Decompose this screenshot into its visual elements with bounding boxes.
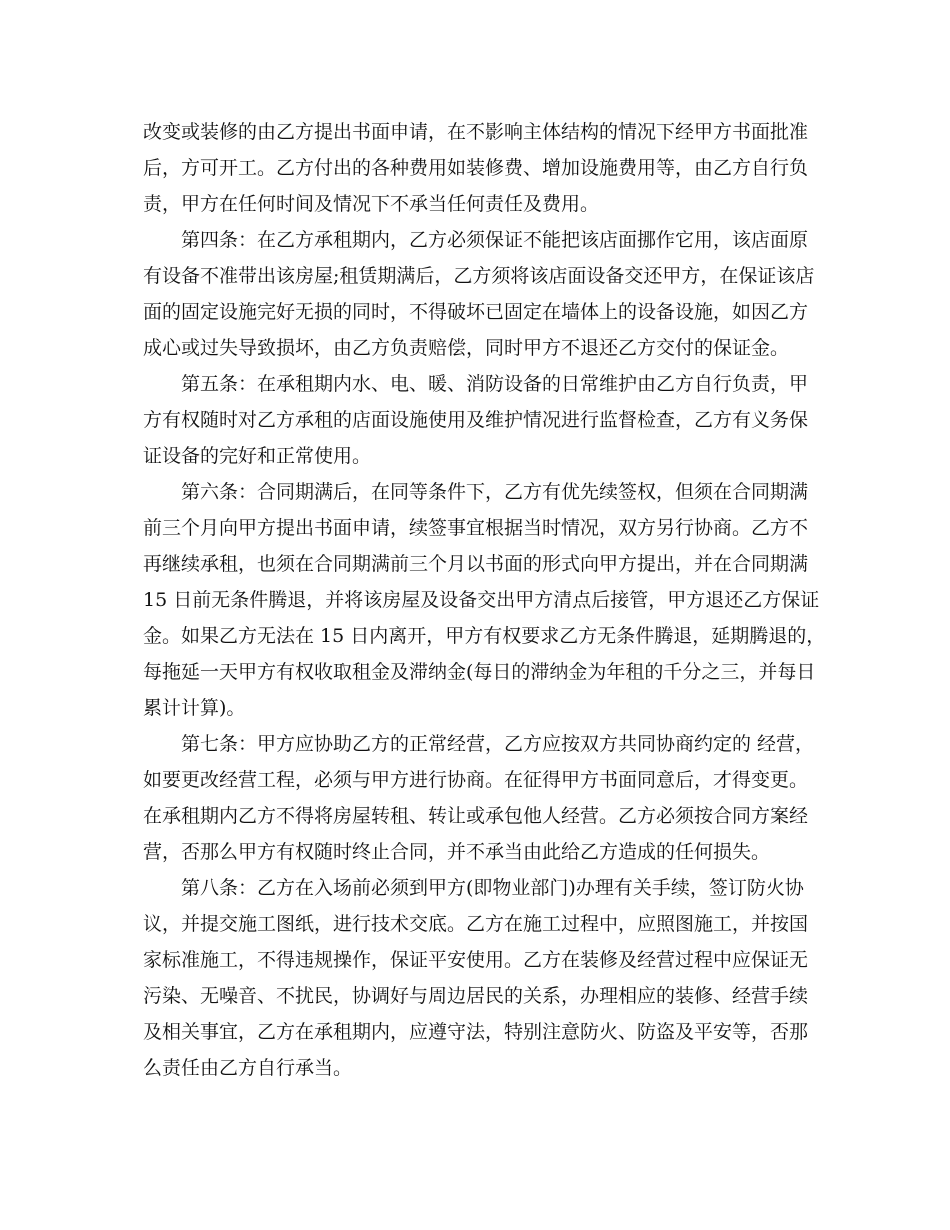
- text-line: 如要更改经营工程，必须与甲方进行协商。在征得甲方书面同意后，才得变更。: [143, 769, 809, 791]
- text-line: 前三个月向甲方提出书面申请，续签事宜根据当时情况，双方另行协商。乙方不: [143, 517, 809, 539]
- article-8-first-line: 第八条：乙方在入场前必须到甲方(即物业部门)办理有关手续，签订防火协: [181, 877, 804, 899]
- text-line: 每拖延一天甲方有权收取租金及滞纳金(每日的滞纳金为年租的千分之三，并每日: [143, 661, 816, 683]
- text-line: 及相关事宜，乙方在承租期内，应遵守法，特别注意防火、防盗及平安等，否那: [143, 1021, 809, 1043]
- text-line: 么责任由乙方自行承当。: [143, 1057, 353, 1079]
- article-4-first-line: 第四条：在乙方承租期内，乙方必须保证不能把该店面挪作它用，该店面原: [181, 229, 809, 251]
- text-line: 家标准施工，不得违规操作，保证平安使用。乙方在装修及经营过程中应保证无: [143, 949, 809, 971]
- text-line: 污染、无噪音、不扰民，协调好与周边居民的关系，办理相应的装修、经营手续: [143, 985, 809, 1007]
- text-line: 再继续承租，也须在合同期满前三个月以书面的形式向甲方提出，并在合同期满: [143, 553, 809, 575]
- text-line: 成心或过失导致损坏，由乙方负责赔偿，同时甲方不退还乙方交付的保证金。: [143, 337, 790, 359]
- text-line: 有设备不准带出该房屋;租赁期满后，乙方须将该店面设备交还甲方，在保证该店: [143, 265, 815, 287]
- text-line: 责，甲方在任何时间及情况下不承当任何责任及费用。: [143, 193, 600, 215]
- text-line: 议，并提交施工图纸，进行技术交底。乙方在施工过程中，应照图施工，并按国: [143, 913, 809, 935]
- text-line: 面的固定设施完好无损的同时，不得破坏已固定在墙体上的设备设施，如因乙方: [143, 301, 809, 323]
- text-line: 方有权随时对乙方承租的店面设施使用及维护情况进行监督检查，乙方有义务保: [143, 409, 809, 431]
- article-5-first-line: 第五条：在承租期内水、电、暖、消防设备的日常维护由乙方自行负责，甲: [181, 373, 809, 395]
- text-line: 后，方可开工。乙方付出的各种费用如装修费、增加设施费用等，由乙方自行负: [143, 157, 809, 179]
- text-line: 在承租期内乙方不得将房屋转租、转让或承包他人经营。乙方必须按合同方案经: [143, 805, 809, 827]
- text-line: 改变或装修的由乙方提出书面申请，在不影响主体结构的情况下经甲方书面批准: [143, 121, 809, 143]
- article-6-first-line: 第六条：合同期满后，在同等条件下，乙方有优先续签权，但须在合同期满: [181, 481, 809, 503]
- article-7-first-line: 第七条：甲方应协助乙方的正常经营，乙方应按双方共同协商约定的 经营，: [181, 733, 815, 755]
- text-line: 证设备的完好和正常使用。: [143, 445, 372, 467]
- text-line: 金。如果乙方无法在 15 日内离开，甲方有权要求乙方无条件腾退，延期腾退的，: [143, 625, 826, 647]
- text-line: 营，否那么甲方有权随时终止合同，并不承当由此给乙方造成的任何损失。: [143, 841, 771, 863]
- text-line: 15 日前无条件腾退，并将该房屋及设备交出甲方清点后接管，甲方退还乙方保证: [143, 589, 820, 611]
- text-line: 累计计算)。: [143, 697, 246, 719]
